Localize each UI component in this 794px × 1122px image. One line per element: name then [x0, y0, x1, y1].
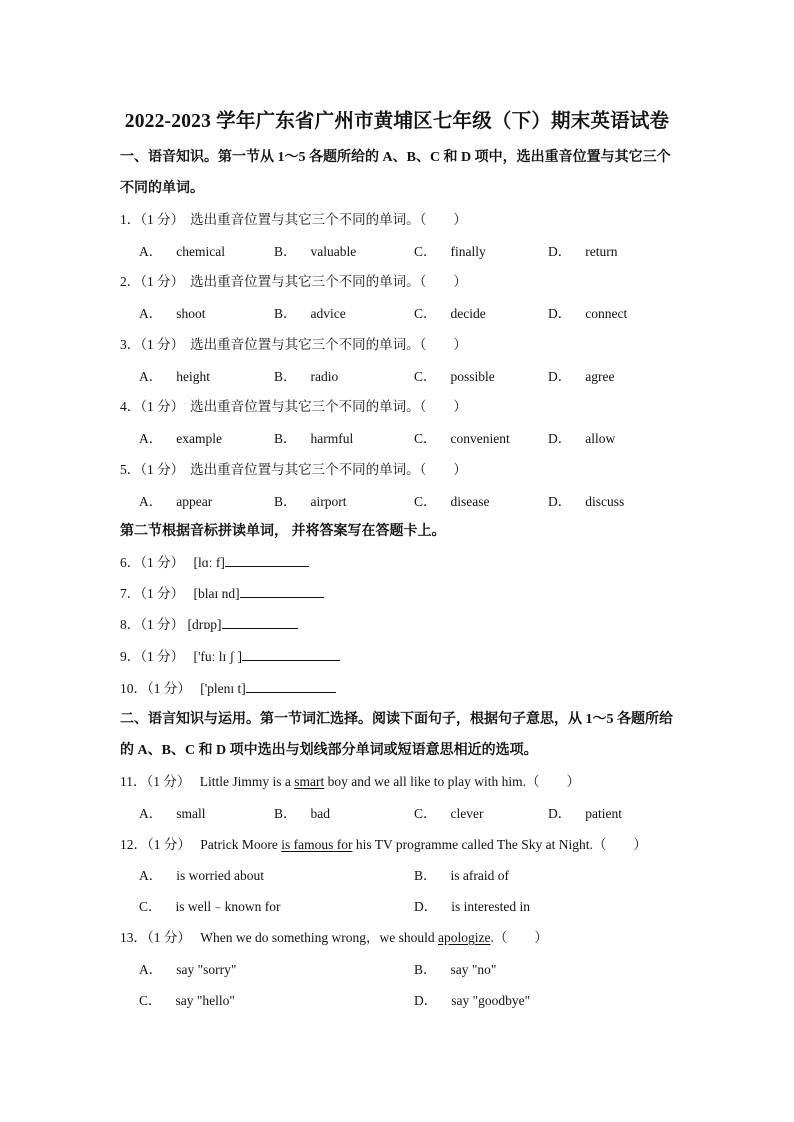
- option-d[interactable]: D． say "goodbye": [414, 993, 531, 1008]
- option-c[interactable]: C． possible: [414, 369, 495, 384]
- option-a[interactable]: A． say "sorry": [139, 962, 237, 977]
- option-b[interactable]: B． bad: [274, 806, 331, 821]
- option-a[interactable]: A． appear: [139, 494, 213, 509]
- option-b[interactable]: B． valuable: [274, 244, 357, 259]
- option-a[interactable]: A． small: [139, 806, 206, 821]
- question-number: 7．（1 分）: [120, 586, 185, 601]
- option-a[interactable]: A． is worried about: [139, 868, 264, 883]
- answer-blank[interactable]: [246, 678, 336, 693]
- question-13: [120, 926, 548, 946]
- question-9: [120, 645, 340, 665]
- option-a[interactable]: A． example: [139, 431, 222, 446]
- question-number: 6．（1 分）: [120, 555, 185, 570]
- question-1: [120, 208, 467, 228]
- question-4: [120, 395, 467, 415]
- section-2-heading: 二、语言知识与运用。第一节词汇选择。阅读下面句子，根据句子意思，从 1～5 各题所给: [120, 712, 673, 727]
- question-stem: 选出重音位置与其它三个不同的单词。（ ）: [190, 274, 467, 289]
- question-stem: 选出重音位置与其它三个不同的单词。（ ）: [190, 462, 467, 477]
- option-a[interactable]: A． shoot: [139, 306, 206, 321]
- option-d[interactable]: D． connect: [548, 306, 628, 321]
- question-number: 9．（1 分）: [120, 649, 185, 664]
- underlined-word: apologize: [437, 930, 491, 945]
- section-2-heading-cont: 的 A、B、C 和 D 项中选出与划线部分单词或短语意思相近的选项。: [120, 743, 538, 758]
- option-d[interactable]: D． patient: [548, 806, 622, 821]
- option-b[interactable]: B． advice: [274, 306, 346, 321]
- option-c[interactable]: C． convenient: [414, 431, 510, 446]
- option-b[interactable]: B． airport: [274, 494, 347, 509]
- option-a[interactable]: A． height: [139, 369, 210, 384]
- phonetic-text: ['plenɪ t]: [200, 681, 246, 696]
- question-11: [120, 770, 580, 790]
- option-b[interactable]: B． radio: [274, 369, 339, 384]
- option-c[interactable]: C． is well﹣known for: [139, 899, 281, 914]
- answer-blank[interactable]: [222, 614, 298, 629]
- option-d[interactable]: D． discuss: [548, 494, 625, 509]
- option-a[interactable]: A． chemical: [139, 244, 225, 259]
- question-3: [120, 333, 467, 353]
- option-d[interactable]: D． return: [548, 244, 618, 259]
- question-2: [120, 270, 467, 290]
- question-number: 11．（1 分）: [120, 774, 191, 789]
- question-5: [120, 458, 467, 478]
- option-c[interactable]: C． decide: [414, 306, 486, 321]
- answer-blank[interactable]: [225, 552, 309, 567]
- question-number: 5．（1 分）: [120, 462, 185, 477]
- answer-blank[interactable]: [240, 583, 324, 598]
- option-d[interactable]: D． allow: [548, 431, 616, 446]
- underlined-word: smart: [294, 774, 325, 789]
- phonetic-text: [lɑː f]: [193, 555, 225, 570]
- option-b[interactable]: B． say "no": [414, 962, 497, 977]
- option-d[interactable]: D． agree: [548, 369, 615, 384]
- page-title: 2022-2023 学年广东省广州市黄埔区七年级（下）期末英语试卷: [124, 111, 670, 132]
- option-c[interactable]: C． clever: [414, 806, 484, 821]
- question-number: 13．（1 分）: [120, 930, 191, 945]
- question-8: [120, 613, 298, 633]
- option-c[interactable]: C． say "hello": [139, 993, 235, 1008]
- question-number: 8．（1 分）: [120, 617, 185, 632]
- question-10: [120, 677, 336, 697]
- underlined-phrase: is famous for: [281, 837, 353, 852]
- option-d[interactable]: D． is interested in: [414, 899, 530, 914]
- option-b[interactable]: B． harmful: [274, 431, 354, 446]
- option-c[interactable]: C． disease: [414, 494, 490, 509]
- question-stem: When we do something wrong，we should apologize.（ ）: [200, 930, 548, 945]
- question-stem: 选出重音位置与其它三个不同的单词。（ ）: [190, 337, 467, 352]
- question-number: 3．（1 分）: [120, 337, 185, 352]
- phonetic-text: ['fuː lɪ ʃ ]: [193, 649, 243, 664]
- section-1-heading: 一、语音知识。第一节从 1～5 各题所给的 A、B、C 和 D 项中，选出重音位置与其它三个: [120, 150, 671, 165]
- question-number: 10．（1 分）: [120, 681, 191, 696]
- question-stem: 选出重音位置与其它三个不同的单词。（ ）: [190, 212, 467, 227]
- section-1-heading-cont: 不同的单词。: [120, 181, 204, 196]
- answer-blank[interactable]: [242, 646, 340, 661]
- option-c[interactable]: C． finally: [414, 244, 486, 259]
- section-1b-heading: 第二节根据音标拼读单词， 并将答案写在答题卡上。: [120, 524, 446, 539]
- phonetic-text: [drɒp]: [187, 617, 222, 632]
- question-number: 2．（1 分）: [120, 274, 185, 289]
- question-stem: Little Jimmy is a smart boy and we all like to play with him.（ ）: [199, 774, 580, 789]
- phonetic-text: [blaɪ nd]: [193, 586, 240, 601]
- question-number: 1．（1 分）: [120, 212, 185, 227]
- question-12: [120, 833, 647, 853]
- option-b[interactable]: B． is afraid of: [414, 868, 509, 883]
- question-6: [120, 551, 309, 571]
- question-7: [120, 582, 324, 602]
- question-stem: 选出重音位置与其它三个不同的单词。（ ）: [190, 399, 467, 414]
- question-number: 12．（1 分）: [120, 837, 191, 852]
- question-stem: Patrick Moore is famous for his TV programme called The Sky at Night.（ ）: [200, 837, 647, 852]
- question-number: 4．（1 分）: [120, 399, 185, 414]
